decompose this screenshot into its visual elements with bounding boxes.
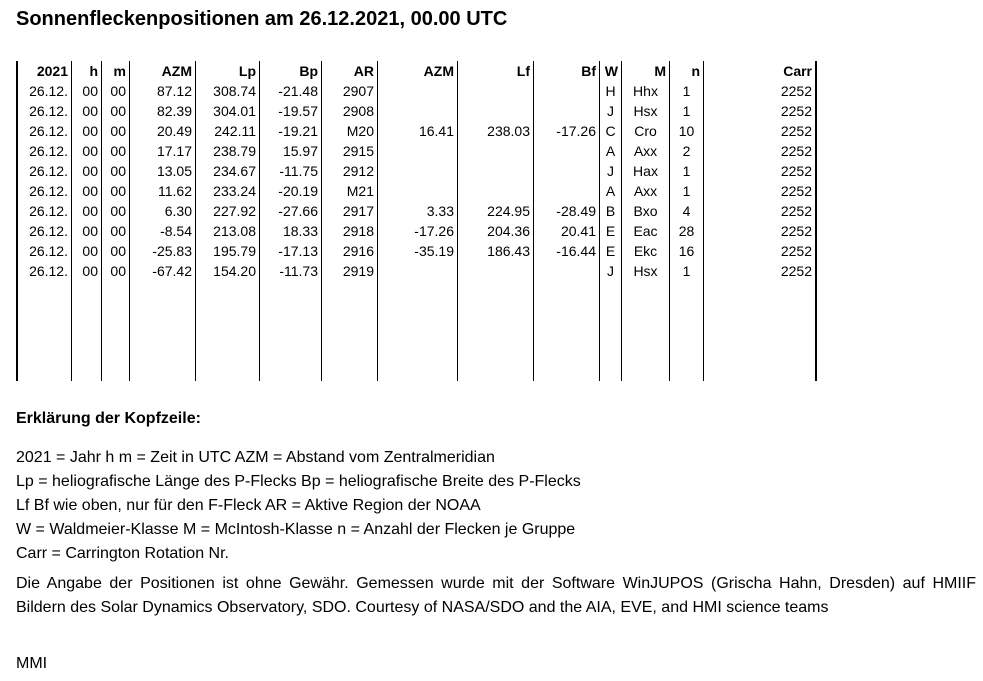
cell-h: 00 — [72, 261, 102, 281]
sunspot-table — [16, 61, 817, 381]
cell-azm: -25.83 — [130, 241, 196, 261]
table-row — [17, 101, 816, 121]
cell-lp: 213.08 — [196, 221, 260, 241]
empty-cell — [196, 341, 260, 361]
empty-cell — [260, 341, 322, 361]
empty-cell — [260, 301, 322, 321]
empty-cell — [260, 321, 322, 341]
cell-h: 00 — [72, 221, 102, 241]
column-header-m: M — [622, 61, 670, 81]
cell-bf: -17.26 — [534, 121, 600, 141]
empty-cell — [72, 341, 102, 361]
cell-w: J — [600, 261, 622, 281]
cell-n: 1 — [670, 261, 704, 281]
column-header-n: n — [670, 61, 704, 81]
sunspot-table-container — [16, 61, 817, 381]
empty-cell — [622, 281, 670, 301]
cell-lf: 186.43 — [458, 241, 534, 261]
cell-azm-f — [378, 101, 458, 121]
cell-ar: M21 — [322, 181, 378, 201]
cell-azm-f: 3.33 — [378, 201, 458, 221]
cell-carr: 2252 — [704, 101, 817, 121]
empty-cell — [534, 301, 600, 321]
cell-h: 00 — [72, 81, 102, 101]
cell-year: 26.12. — [17, 201, 72, 221]
cell-m: Hhx — [622, 81, 670, 101]
empty-cell — [196, 281, 260, 301]
column-header-lf: Lf — [458, 61, 534, 81]
cell-azm-f — [378, 81, 458, 101]
cell-bp: -11.75 — [260, 161, 322, 181]
cell-w: E — [600, 221, 622, 241]
cell-azm-f — [378, 141, 458, 161]
cell-azm: 11.62 — [130, 181, 196, 201]
empty-cell — [196, 321, 260, 341]
empty-cell — [130, 281, 196, 301]
empty-cell — [622, 361, 670, 381]
cell-carr: 2252 — [704, 81, 817, 101]
cell-azm-f — [378, 181, 458, 201]
cell-lp: 304.01 — [196, 101, 260, 121]
cell-h: 00 — [72, 121, 102, 141]
empty-cell — [72, 301, 102, 321]
cell-lf: 204.36 — [458, 221, 534, 241]
legend-line: Lf Bf wie oben, nur für den F-Fleck AR = Aktive Region der NOAA — [16, 497, 481, 514]
filler-row — [17, 361, 816, 381]
cell-lf — [458, 261, 534, 281]
cell-year: 26.12. — [17, 221, 72, 241]
cell-carr: 2252 — [704, 141, 817, 161]
empty-cell — [534, 321, 600, 341]
empty-cell — [322, 361, 378, 381]
empty-cell — [704, 301, 817, 321]
empty-cell — [622, 301, 670, 321]
empty-cell — [458, 361, 534, 381]
empty-cell — [196, 301, 260, 321]
cell-bf — [534, 101, 600, 121]
cell-bf: -16.44 — [534, 241, 600, 261]
legend-line: Carr = Carrington Rotation Nr. — [16, 545, 229, 562]
empty-cell — [670, 361, 704, 381]
empty-cell — [600, 341, 622, 361]
empty-cell — [534, 361, 600, 381]
empty-cell — [378, 361, 458, 381]
cell-w: E — [600, 241, 622, 261]
cell-azm: 13.05 — [130, 161, 196, 181]
cell-carr: 2252 — [704, 181, 817, 201]
cell-azm: 6.30 — [130, 201, 196, 221]
column-header-year: 2021 — [17, 61, 72, 81]
empty-cell — [322, 341, 378, 361]
cell-azm: 20.49 — [130, 121, 196, 141]
empty-cell — [378, 321, 458, 341]
empty-cell — [600, 301, 622, 321]
legend-line: W = Waldmeier-Klasse M = McIntosh-Klasse n = Anzahl der Flecken je Gruppe — [16, 521, 576, 538]
empty-cell — [72, 321, 102, 341]
cell-bp: -19.57 — [260, 101, 322, 121]
empty-cell — [600, 281, 622, 301]
cell-m: 00 — [102, 181, 130, 201]
column-header-ar: AR — [322, 61, 378, 81]
cell-bp: -20.19 — [260, 181, 322, 201]
empty-cell — [17, 281, 72, 301]
table-body — [17, 81, 816, 381]
cell-h: 00 — [72, 181, 102, 201]
cell-azm-f: -35.19 — [378, 241, 458, 261]
empty-cell — [600, 321, 622, 341]
column-header-w: W — [600, 61, 622, 81]
empty-cell — [622, 321, 670, 341]
empty-cell — [458, 321, 534, 341]
cell-bf: -28.49 — [534, 201, 600, 221]
cell-ar: 2915 — [322, 141, 378, 161]
cell-n: 2 — [670, 141, 704, 161]
empty-cell — [130, 321, 196, 341]
cell-h: 00 — [72, 241, 102, 261]
cell-n: 1 — [670, 101, 704, 121]
cell-year: 26.12. — [17, 81, 72, 101]
cell-m: Eac — [622, 221, 670, 241]
empty-cell — [534, 341, 600, 361]
legend-heading: Erklärung der Kopfzeile: — [16, 410, 201, 427]
cell-m: Hax — [622, 161, 670, 181]
cell-m: Hsx — [622, 101, 670, 121]
cell-azm: 17.17 — [130, 141, 196, 161]
cell-lp: 154.20 — [196, 261, 260, 281]
empty-cell — [72, 281, 102, 301]
cell-h: 00 — [72, 201, 102, 221]
cell-h: 00 — [72, 161, 102, 181]
cell-ar: 2918 — [322, 221, 378, 241]
legend-line: 2021 = Jahr h m = Zeit in UTC AZM = Abstand vom Zentralmeridian — [16, 449, 495, 466]
cell-azm-f: 16.41 — [378, 121, 458, 141]
cell-m: 00 — [102, 201, 130, 221]
cell-azm: -67.42 — [130, 261, 196, 281]
cell-year: 26.12. — [17, 161, 72, 181]
cell-bf — [534, 141, 600, 161]
empty-cell — [378, 281, 458, 301]
table-header-row — [17, 61, 816, 81]
empty-cell — [458, 281, 534, 301]
cell-year: 26.12. — [17, 101, 72, 121]
table-row — [17, 261, 816, 281]
cell-bp: -27.66 — [260, 201, 322, 221]
cell-lp: 242.11 — [196, 121, 260, 141]
cell-carr: 2252 — [704, 161, 817, 181]
page-title: Sonnenfleckenpositionen am 26.12.2021, 00.00 UTC — [16, 8, 508, 30]
empty-cell — [704, 321, 817, 341]
cell-carr: 2252 — [704, 241, 817, 261]
signature: MMI — [16, 655, 48, 672]
empty-cell — [102, 341, 130, 361]
cell-lf: 224.95 — [458, 201, 534, 221]
filler-row — [17, 321, 816, 341]
cell-lf: 238.03 — [458, 121, 534, 141]
cell-lf — [458, 161, 534, 181]
cell-bf — [534, 161, 600, 181]
empty-cell — [102, 281, 130, 301]
cell-w: A — [600, 141, 622, 161]
empty-cell — [196, 361, 260, 381]
cell-w: J — [600, 101, 622, 121]
cell-n: 1 — [670, 161, 704, 181]
empty-cell — [17, 361, 72, 381]
column-header-lp: Lp — [196, 61, 260, 81]
cell-ar: 2912 — [322, 161, 378, 181]
table-row — [17, 121, 816, 141]
cell-ar: 2907 — [322, 81, 378, 101]
empty-cell — [102, 321, 130, 341]
cell-m: 00 — [102, 101, 130, 121]
cell-h: 00 — [72, 141, 102, 161]
cell-m: 00 — [102, 141, 130, 161]
cell-m: 00 — [102, 81, 130, 101]
empty-cell — [622, 341, 670, 361]
empty-cell — [17, 341, 72, 361]
table-row — [17, 141, 816, 161]
cell-lp: 238.79 — [196, 141, 260, 161]
cell-m: Axx — [622, 181, 670, 201]
cell-m: Axx — [622, 141, 670, 161]
empty-cell — [72, 361, 102, 381]
cell-carr: 2252 — [704, 201, 817, 221]
empty-cell — [458, 301, 534, 321]
cell-h: 00 — [72, 101, 102, 121]
empty-cell — [130, 301, 196, 321]
cell-lp: 234.67 — [196, 161, 260, 181]
cell-m: Cro — [622, 121, 670, 141]
cell-bf — [534, 81, 600, 101]
cell-lp: 233.24 — [196, 181, 260, 201]
cell-w: A — [600, 181, 622, 201]
cell-ar: 2916 — [322, 241, 378, 261]
filler-row — [17, 281, 816, 301]
filler-row — [17, 341, 816, 361]
table-row — [17, 161, 816, 181]
cell-n: 4 — [670, 201, 704, 221]
cell-m: 00 — [102, 241, 130, 261]
cell-ar: 2919 — [322, 261, 378, 281]
cell-ar: 2908 — [322, 101, 378, 121]
empty-cell — [260, 281, 322, 301]
cell-lp: 308.74 — [196, 81, 260, 101]
empty-cell — [704, 281, 817, 301]
empty-cell — [130, 341, 196, 361]
cell-m: Ekc — [622, 241, 670, 261]
empty-cell — [378, 341, 458, 361]
empty-cell — [704, 361, 817, 381]
cell-azm: -8.54 — [130, 221, 196, 241]
cell-w: B — [600, 201, 622, 221]
column-header-azm: AZM — [130, 61, 196, 81]
cell-year: 26.12. — [17, 181, 72, 201]
cell-lf — [458, 101, 534, 121]
cell-ar: M20 — [322, 121, 378, 141]
empty-cell — [322, 301, 378, 321]
cell-w: C — [600, 121, 622, 141]
filler-row — [17, 301, 816, 321]
empty-cell — [102, 301, 130, 321]
empty-cell — [600, 361, 622, 381]
cell-bf — [534, 181, 600, 201]
cell-azm-f: -17.26 — [378, 221, 458, 241]
cell-bp: 18.33 — [260, 221, 322, 241]
cell-n: 28 — [670, 221, 704, 241]
table-row — [17, 181, 816, 201]
cell-carr: 2252 — [704, 121, 817, 141]
cell-bf: 20.41 — [534, 221, 600, 241]
empty-cell — [17, 301, 72, 321]
cell-bp: 15.97 — [260, 141, 322, 161]
cell-m: 00 — [102, 121, 130, 141]
cell-n: 10 — [670, 121, 704, 141]
cell-carr: 2252 — [704, 221, 817, 241]
cell-lf — [458, 81, 534, 101]
cell-m: Bxo — [622, 201, 670, 221]
cell-w: H — [600, 81, 622, 101]
cell-n: 1 — [670, 81, 704, 101]
legend-line: Lp = heliografische Länge des P-Flecks Bp = heliografische Breite des P-Flecks — [16, 473, 581, 490]
column-header-m: m — [102, 61, 130, 81]
cell-m: 00 — [102, 221, 130, 241]
column-header-carr: Carr — [704, 61, 817, 81]
cell-n: 16 — [670, 241, 704, 261]
empty-cell — [378, 301, 458, 321]
cell-lp: 227.92 — [196, 201, 260, 221]
empty-cell — [322, 321, 378, 341]
cell-bf — [534, 261, 600, 281]
cell-bp: -19.21 — [260, 121, 322, 141]
cell-year: 26.12. — [17, 121, 72, 141]
empty-cell — [670, 301, 704, 321]
cell-azm-f — [378, 161, 458, 181]
empty-cell — [670, 321, 704, 341]
cell-lf — [458, 181, 534, 201]
table-row — [17, 221, 816, 241]
empty-cell — [704, 341, 817, 361]
table-row — [17, 241, 816, 261]
empty-cell — [17, 321, 72, 341]
table-row — [17, 81, 816, 101]
cell-azm: 87.12 — [130, 81, 196, 101]
cell-w: J — [600, 161, 622, 181]
cell-n: 1 — [670, 181, 704, 201]
cell-m: 00 — [102, 161, 130, 181]
cell-year: 26.12. — [17, 241, 72, 261]
column-header-azm-f: AZM — [378, 61, 458, 81]
cell-bp: -11.73 — [260, 261, 322, 281]
cell-azm: 82.39 — [130, 101, 196, 121]
cell-m: 00 — [102, 261, 130, 281]
empty-cell — [534, 281, 600, 301]
table-row — [17, 201, 816, 221]
column-header-bf: Bf — [534, 61, 600, 81]
empty-cell — [130, 361, 196, 381]
cell-bp: -21.48 — [260, 81, 322, 101]
column-header-bp: Bp — [260, 61, 322, 81]
cell-year: 26.12. — [17, 261, 72, 281]
cell-year: 26.12. — [17, 141, 72, 161]
empty-cell — [670, 341, 704, 361]
cell-m: Hsx — [622, 261, 670, 281]
column-header-h: h — [72, 61, 102, 81]
cell-lp: 195.79 — [196, 241, 260, 261]
cell-lf — [458, 141, 534, 161]
disclaimer-note: Die Angabe der Positionen ist ohne Gewähr. Gemessen wurde mit der Software WinJUPOS (Grischa Hahn, Dresden) auf HMIIF Bildern des Solar Dynamics Observatory, SDO. Courtesy of NASA/SDO and the AIA, EVE, and HMI science teams — [16, 575, 976, 616]
empty-cell — [670, 281, 704, 301]
cell-bp: -17.13 — [260, 241, 322, 261]
empty-cell — [102, 361, 130, 381]
empty-cell — [322, 281, 378, 301]
cell-azm-f — [378, 261, 458, 281]
cell-ar: 2917 — [322, 201, 378, 221]
empty-cell — [260, 361, 322, 381]
empty-cell — [458, 341, 534, 361]
legend-block — [16, 446, 581, 566]
cell-carr: 2252 — [704, 261, 817, 281]
